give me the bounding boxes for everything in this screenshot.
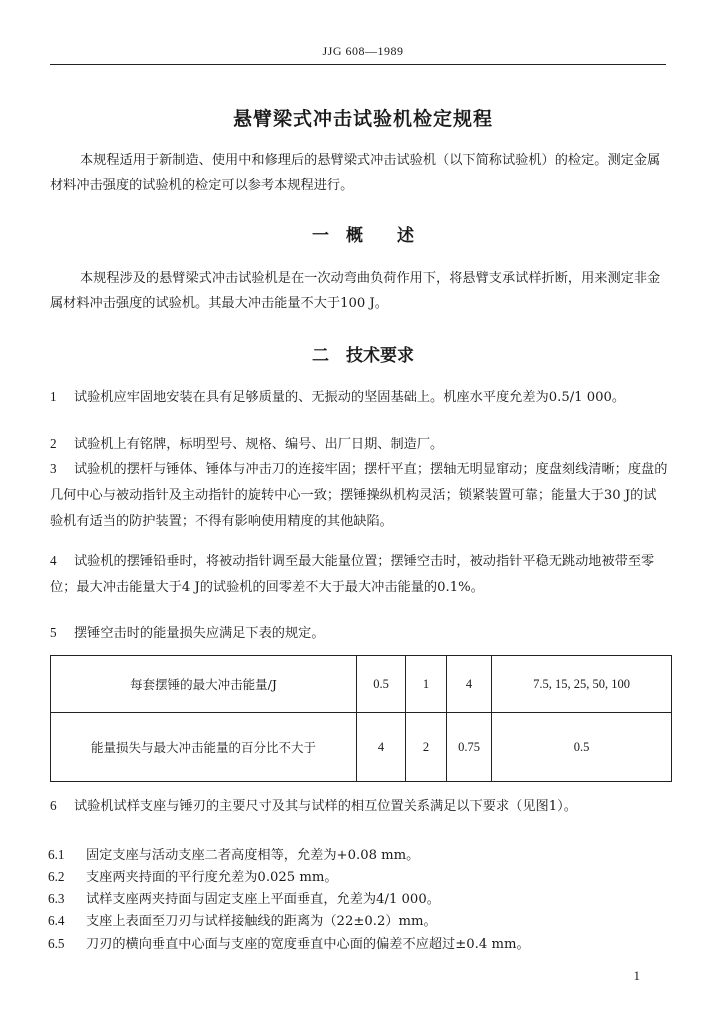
requirement-item-5 bbox=[50, 620, 668, 647]
item-text: 试验机的摆锤铅垂时，将被动指针调至最大能量位置；摆锤空击时，被动指针平稳无跳动地被带至零位；最大冲击能量大于4 J的试验机的回零差不大于最大冲击能量的0.1%。 bbox=[50, 554, 655, 595]
item-text: 试验机应牢固地安装在具有足够质量的、无振动的坚固基础上。机座水平度允差为0.5/1 000。 bbox=[74, 390, 626, 405]
subitem-text: 支座两夹持面的平行度允差为0.025 mm。 bbox=[86, 870, 338, 885]
table-row-label: 能量损失与最大冲击能量的百分比不大于 bbox=[51, 713, 357, 782]
subitem-6-1 bbox=[48, 844, 668, 867]
requirement-item-3 bbox=[50, 456, 668, 535]
table-cell: 0.5 bbox=[357, 656, 406, 713]
subitem-number: 6.2 bbox=[48, 869, 65, 884]
item-number: 2 bbox=[50, 436, 57, 451]
requirement-item-2 bbox=[50, 431, 668, 458]
energy-loss-table bbox=[50, 655, 672, 782]
intro-paragraph: 本规程适用于新制造、使用中和修理后的悬臂梁式冲击试验机（以下简称试验机）的检定。测定金属材料冲击强度的试验机的检定可以参考本规程进行。 bbox=[50, 153, 661, 193]
standard-code: JJG 608—1989 bbox=[322, 44, 404, 58]
item-text: 试验机试样支座与锤刃的主要尺寸及其与试样的相互位置关系满足以下要求（见图1）。 bbox=[74, 799, 577, 814]
subitem-text: 刀刃的横向垂直中心面与支座的宽度垂直中心面的偏差不应超过±0.4 mm。 bbox=[86, 937, 530, 952]
item-number: 4 bbox=[50, 553, 57, 568]
table-cell: 1 bbox=[406, 656, 447, 713]
subitem-text: 支座上表面至刀刃与试样接触线的距离为（22±0.2）mm。 bbox=[86, 914, 437, 929]
page-number: 1 bbox=[633, 968, 640, 983]
table-cell: 7.5, 15, 25, 50, 100 bbox=[492, 656, 672, 713]
subitem-6-5 bbox=[48, 933, 668, 956]
table-row bbox=[51, 713, 672, 782]
subitem-number: 6.4 bbox=[48, 913, 65, 928]
item-number: 6 bbox=[50, 798, 57, 813]
item-number: 1 bbox=[50, 389, 57, 404]
table-cell: 0.75 bbox=[447, 713, 492, 782]
table-row bbox=[51, 656, 672, 713]
subitem-number: 6.5 bbox=[48, 936, 65, 951]
item-text: 试验机的摆杆与锤体、锤体与冲击刀的连接牢固；摆杆平直；摆轴无明显窜动；度盘刻线清晰；度盘的几何中心与被动指针及主动指针的旋转中心一致；摆锤操纵机构灵活；锁紧装置可靠；能量大于30 J的试验机有适当的防护装置；不得有影响使用精度的其他缺陷。 bbox=[50, 462, 668, 529]
item-text: 摆锤空击时的能量损失应满足下表的规定。 bbox=[74, 626, 325, 641]
table-row-label: 每套摆锤的最大冲击能量/J bbox=[51, 656, 357, 713]
table-cell: 4 bbox=[357, 713, 406, 782]
item-number: 5 bbox=[50, 625, 57, 640]
requirement-item-6 bbox=[50, 793, 668, 820]
subitem-text: 试样支座两夹持面与固定支座上平面垂直，允差为4/1 000。 bbox=[86, 892, 440, 907]
section-2-heading: 二 技术要求 bbox=[312, 346, 414, 366]
subitem-number: 6.1 bbox=[48, 847, 65, 862]
requirement-item-1 bbox=[50, 384, 668, 411]
header-rule bbox=[50, 64, 666, 65]
section-1-text: 本规程涉及的悬臂梁式冲击试验机是在一次动弯曲负荷作用下，将悬臂支承试样折断，用来测定非金属材料冲击强度的试验机。其最大冲击能量不大于100 J。 bbox=[50, 271, 661, 311]
table-cell: 4 bbox=[447, 656, 492, 713]
table-cell: 2 bbox=[406, 713, 447, 782]
requirement-item-4 bbox=[50, 548, 668, 601]
table-cell: 0.5 bbox=[492, 713, 672, 782]
document-title: 悬臂梁式冲击试验机检定规程 bbox=[232, 108, 493, 130]
item-text: 试验机上有铭牌，标明型号、规格、编号、出厂日期、制造厂。 bbox=[74, 437, 444, 452]
subitem-number: 6.3 bbox=[48, 891, 65, 906]
section-1-heading: 一 概 述 bbox=[312, 226, 414, 246]
item-number: 3 bbox=[50, 461, 57, 476]
subitem-6-2 bbox=[48, 866, 668, 889]
subitem-6-3 bbox=[48, 888, 668, 911]
subitem-text: 固定支座与活动支座二者高度相等，允差为+0.08 mm。 bbox=[86, 848, 420, 863]
subitem-6-4 bbox=[48, 910, 668, 933]
